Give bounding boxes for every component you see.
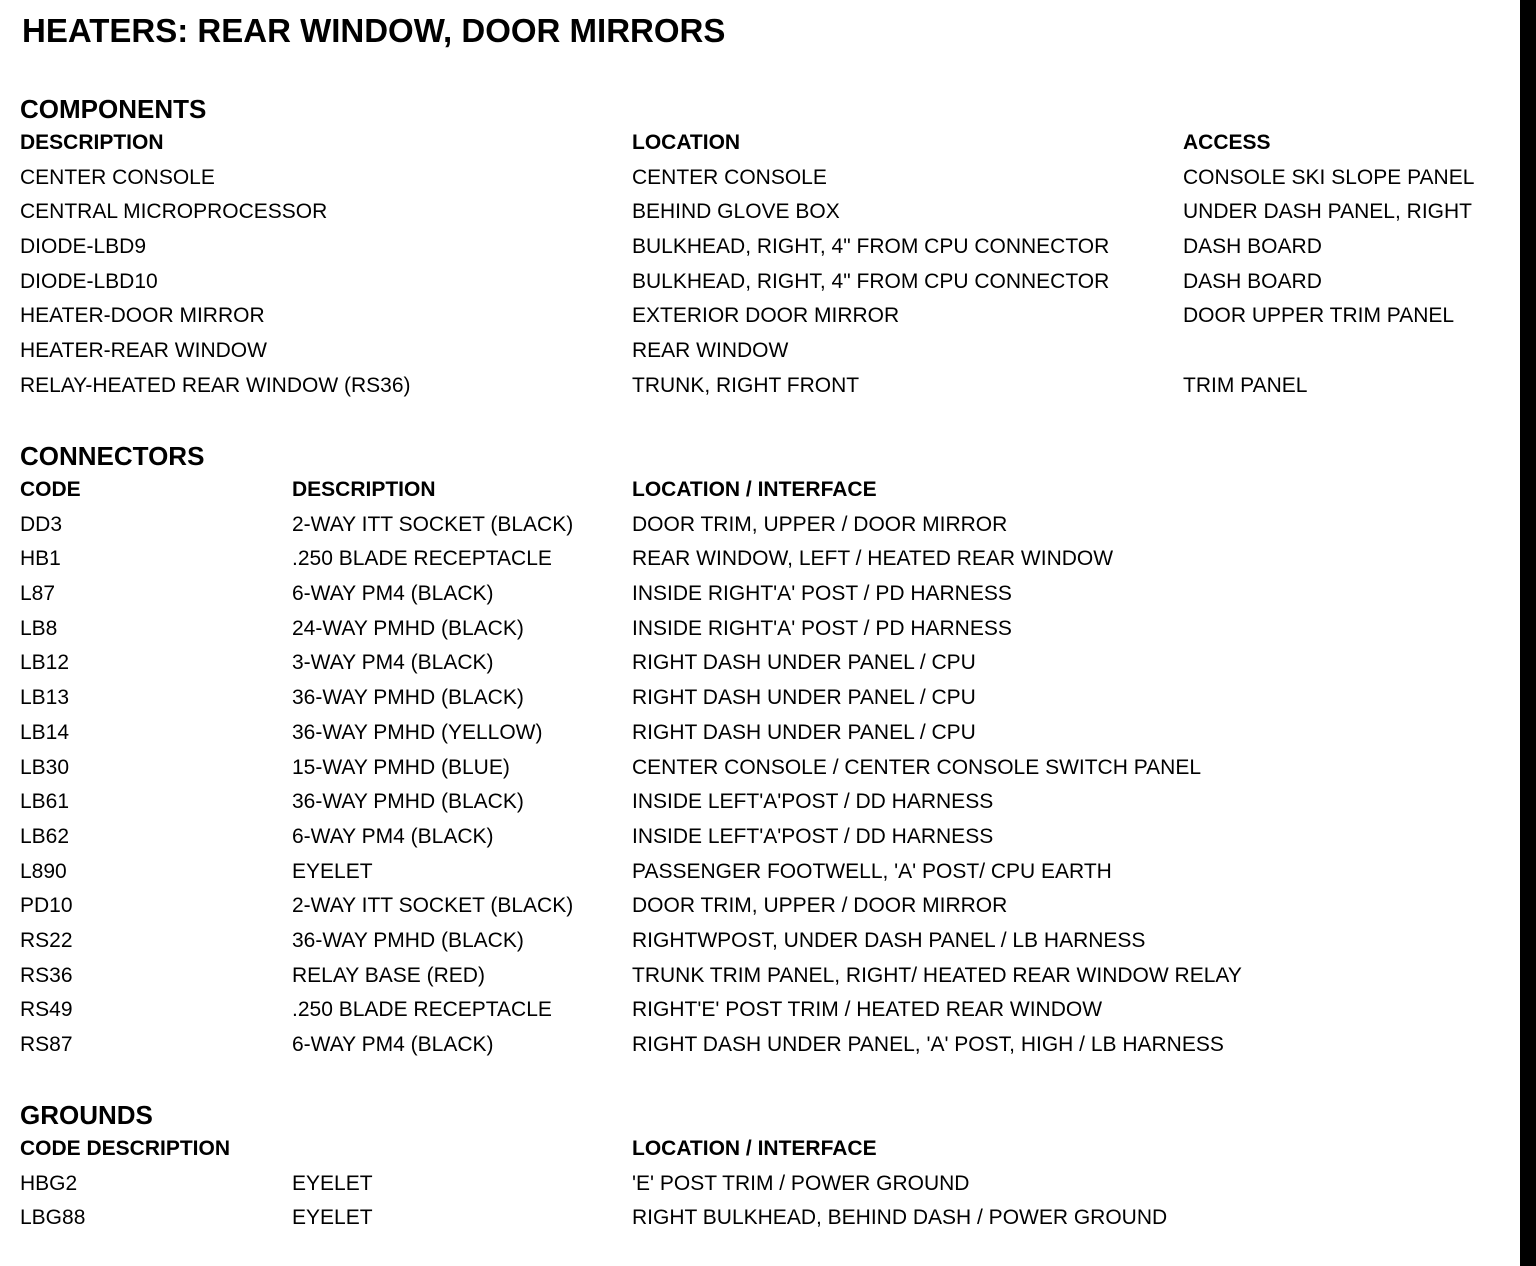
connector-code: DD3 [20,512,63,536]
header-access: ACCESS [1183,131,1271,154]
table-row [20,820,1510,855]
connector-code: RS36 [20,963,73,987]
connector-code: L890 [20,859,67,883]
connector-location: RIGHT DASH UNDER PANEL / CPU [632,720,976,744]
ground-code: HBG2 [20,1171,78,1195]
table-row [20,681,1510,716]
connector-description: 3-WAY PM4 (BLACK) [292,651,494,675]
connector-code: RS49 [20,998,73,1022]
connector-description: EYELET [292,859,373,883]
connector-description: 36-WAY PMHD (YELLOW) [292,720,543,744]
connector-code: LB30 [20,755,70,779]
header-code-description: CODE DESCRIPTION [20,1137,231,1160]
table-row [20,1201,1510,1236]
connector-description: 6-WAY PM4 (BLACK) [292,582,494,606]
page-title: HEATERS: REAR WINDOW, DOOR MIRRORS [22,12,726,49]
table-row [20,751,1510,786]
table-row [20,577,1510,612]
ground-code: LBG88 [20,1206,86,1230]
component-location: BULKHEAD, RIGHT, 4" FROM CPU CONNECTOR [632,269,1110,293]
connectors-header-row [20,473,1510,508]
component-location: EXTERIOR DOOR MIRROR [632,304,900,328]
connector-code: LB13 [20,686,70,710]
header-location-interface: LOCATION / INTERFACE [632,1137,877,1160]
component-location: BEHIND GLOVE BOX [632,200,840,224]
grounds-header-row [20,1132,1510,1167]
table-row [20,959,1510,994]
table-row [20,889,1510,924]
component-location: CENTER CONSOLE [632,165,827,189]
connector-description: 36-WAY PMHD (BLACK) [292,790,524,814]
table-row [20,1167,1510,1202]
connector-location: RIGHT DASH UNDER PANEL / CPU [632,686,976,710]
table-row [20,195,1510,230]
connector-location: RIGHT DASH UNDER PANEL, 'A' POST, HIGH / LB HARNESS [632,1033,1224,1056]
connector-code: LB8 [20,616,58,640]
component-description: DIODE-LBD10 [20,269,158,293]
component-location: TRUNK, RIGHT FRONT [632,373,860,397]
ground-location: 'E' POST TRIM / POWER GROUND [632,1171,970,1195]
connector-location: INSIDE LEFT'A'POST / DD HARNESS [632,824,994,848]
connector-code: PD10 [20,894,73,918]
connector-location: INSIDE RIGHT'A' POST / PD HARNESS [632,616,1012,640]
component-location: BULKHEAD, RIGHT, 4" FROM CPU CONNECTOR [632,235,1110,259]
connectors-section [20,439,1510,1063]
table-row [20,542,1510,577]
connector-location: RIGHTWPOST, UNDER DASH PANEL / LB HARNESS [632,928,1146,952]
header-location: LOCATION [632,131,741,154]
connector-location: REAR WINDOW, LEFT / HEATED REAR WINDOW [632,547,1114,571]
connector-location: RIGHT DASH UNDER PANEL / CPU [632,651,976,675]
ground-description: EYELET [292,1206,373,1230]
connector-description: 36-WAY PMHD (BLACK) [292,928,524,952]
connector-description: 24-WAY PMHD (BLACK) [292,616,524,640]
components-header-row [20,126,1510,161]
components-title: COMPONENTS [20,94,207,124]
table-row [20,993,1510,1028]
component-description: RELAY-HEATED REAR WINDOW (RS36) [20,373,411,397]
table-row [20,855,1510,890]
component-description: HEATER-REAR WINDOW [20,339,267,363]
connector-description: 6-WAY PM4 (BLACK) [292,1033,494,1056]
connector-code: RS87 [20,1033,73,1056]
connector-code: LB62 [20,824,70,848]
component-access: DOOR UPPER TRIM PANEL [1183,304,1455,328]
connector-code: L87 [20,582,56,606]
component-access: DASH BOARD [1183,235,1322,259]
connector-location: RIGHT'E' POST TRIM / HEATED REAR WINDOW [632,998,1103,1022]
connector-location: INSIDE LEFT'A'POST / DD HARNESS [632,790,994,814]
table-row [20,334,1510,369]
ground-description: EYELET [292,1171,373,1195]
connector-location: DOOR TRIM, UPPER / DOOR MIRROR [632,512,1008,536]
connector-description: .250 BLADE RECEPTACLE [292,547,552,571]
connector-code: RS22 [20,928,73,952]
table-row [20,161,1510,196]
table-row [20,1028,1510,1063]
header-location-interface: LOCATION / INTERFACE [632,478,877,501]
header-description: DESCRIPTION [292,478,436,501]
page-edge-border [1520,0,1536,1266]
component-access: TRIM PANEL [1183,373,1308,397]
table-row [20,785,1510,820]
component-description: DIODE-LBD9 [20,235,147,259]
connectors-title: CONNECTORS [20,441,205,471]
connector-location: INSIDE RIGHT'A' POST / PD HARNESS [632,582,1012,606]
component-description: CENTRAL MICROPROCESSOR [20,200,328,224]
connector-code: LB12 [20,651,70,675]
connector-description: RELAY BASE (RED) [292,963,485,987]
header-description: DESCRIPTION [20,131,164,154]
connector-code: LB14 [20,720,70,744]
connector-description: 2-WAY ITT SOCKET (BLACK) [292,894,574,918]
component-access: DASH BOARD [1183,269,1322,293]
component-access: CONSOLE SKI SLOPE PANEL [1183,165,1475,189]
component-access: UNDER DASH PANEL, RIGHT [1183,200,1472,224]
connector-description: 6-WAY PM4 (BLACK) [292,824,494,848]
table-row [20,612,1510,647]
connector-description: 36-WAY PMHD (BLACK) [292,686,524,710]
connector-description: 2-WAY ITT SOCKET (BLACK) [292,512,574,536]
connector-code: HB1 [20,547,61,571]
table-row [20,369,1510,404]
connector-code: LB61 [20,790,70,814]
connector-location: TRUNK TRIM PANEL, RIGHT/ HEATED REAR WINDOW RELAY [632,963,1242,987]
connector-description: .250 BLADE RECEPTACLE [292,998,552,1022]
ground-location: RIGHT BULKHEAD, BEHIND DASH / POWER GROUND [632,1206,1168,1230]
table-row [20,230,1510,265]
component-description: CENTER CONSOLE [20,165,215,189]
connector-location: DOOR TRIM, UPPER / DOOR MIRROR [632,894,1008,918]
table-row [20,299,1510,334]
table-row [20,265,1510,300]
table-row [20,508,1510,543]
header-code: CODE [20,478,81,501]
connector-location: CENTER CONSOLE / CENTER CONSOLE SWITCH PANEL [632,755,1202,779]
connector-description: 15-WAY PMHD (BLUE) [292,755,510,779]
component-description: HEATER-DOOR MIRROR [20,304,265,328]
table-row [20,924,1510,959]
grounds-section [20,1098,1510,1236]
component-location: REAR WINDOW [632,339,789,363]
table-row [20,646,1510,681]
connector-location: PASSENGER FOOTWELL, 'A' POST/ CPU EARTH [632,859,1112,883]
table-row [20,716,1510,751]
components-section [20,92,1510,404]
grounds-title: GROUNDS [20,1100,153,1130]
